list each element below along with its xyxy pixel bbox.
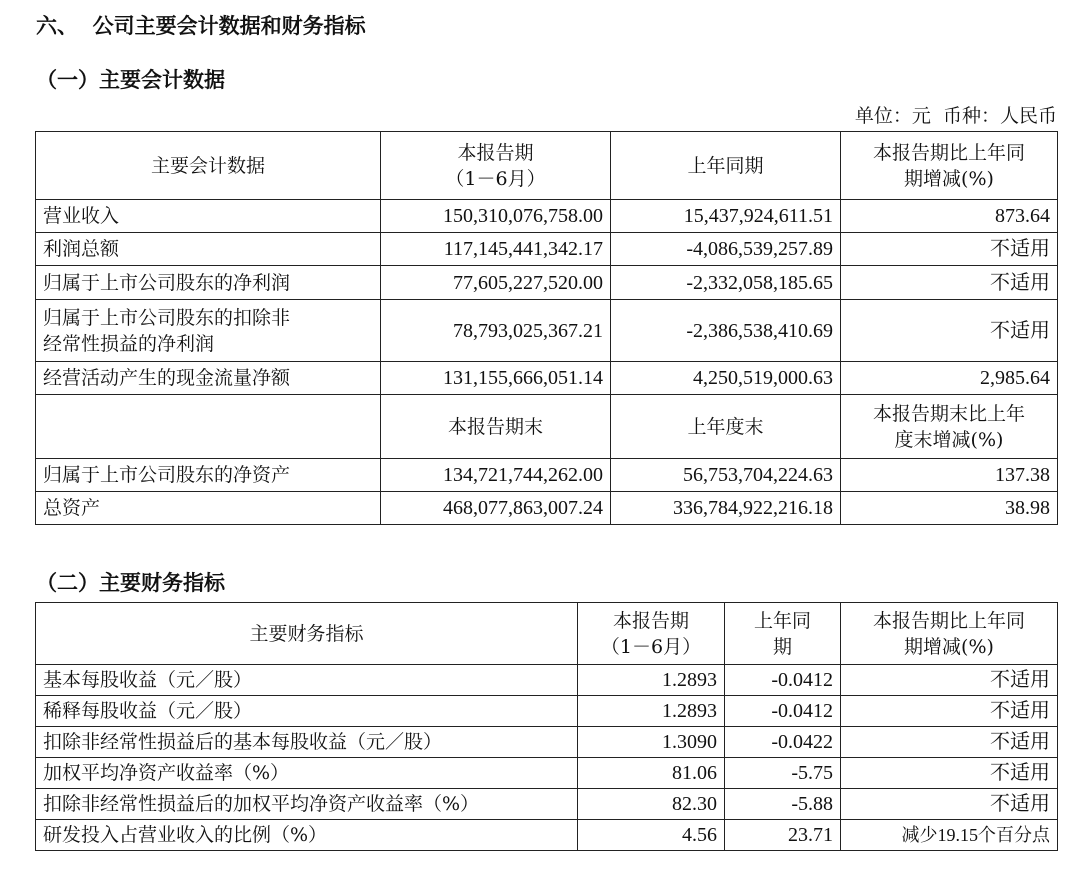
row-label: 稀释每股收益（元／股） <box>36 696 578 727</box>
row-label: 归属于上市公司股东的净利润 <box>36 266 381 300</box>
cell-last-year: 23.71 <box>725 820 841 851</box>
cell-last-year: -0.0412 <box>725 696 841 727</box>
col-header-indicator: 主要财务指标 <box>36 603 578 665</box>
cell-current: 117,145,441,342.17 <box>381 233 611 266</box>
cell-last-year: 15,437,924,611.51 <box>611 200 841 233</box>
cell-change: 不适用 <box>841 789 1058 820</box>
table-row <box>36 665 1058 696</box>
row-label: 基本每股收益（元／股） <box>36 665 578 696</box>
table-row <box>36 362 1058 395</box>
col-header-change: 本报告期比上年同 期增减(%) <box>841 132 1058 200</box>
cell-change: 2,985.64 <box>841 362 1058 395</box>
table-row <box>36 266 1058 300</box>
row-label: 归属于上市公司股东的净资产 <box>36 459 381 492</box>
row-label: 研发投入占营业收入的比例（%） <box>36 820 578 851</box>
cell-change: 不适用 <box>841 233 1058 266</box>
cell-current: 134,721,744,262.00 <box>381 459 611 492</box>
table-row <box>36 300 1058 362</box>
cell-last-year: -0.0422 <box>725 727 841 758</box>
cell-last-year: -2,386,538,410.69 <box>611 300 841 362</box>
table-row <box>36 200 1058 233</box>
table-row <box>36 758 1058 789</box>
cell-current: 4.56 <box>578 820 725 851</box>
cell-current: 468,077,863,007.24 <box>381 492 611 525</box>
cell-last-year: 56,753,704,224.63 <box>611 459 841 492</box>
cell-change: 不适用 <box>841 758 1058 789</box>
cell-change: 873.64 <box>841 200 1058 233</box>
table-header-row <box>36 132 1058 200</box>
cell-current: 78,793,025,367.21 <box>381 300 611 362</box>
cell-last-year: -5.75 <box>725 758 841 789</box>
col-header-current-period: 本报告期 （1－6月） <box>578 603 725 665</box>
col-header-blank <box>36 395 381 459</box>
table-row <box>36 696 1058 727</box>
table-header-row <box>36 603 1058 665</box>
col-header-change-end: 本报告期末比上年 度末增减(%) <box>841 395 1058 459</box>
col-header-current-period: 本报告期 （1－6月） <box>381 132 611 200</box>
col-header-last-year-end: 上年度末 <box>611 395 841 459</box>
cell-current: 1.2893 <box>578 696 725 727</box>
table-subheader-row <box>36 395 1058 459</box>
cell-current: 81.06 <box>578 758 725 789</box>
cell-change: 不适用 <box>841 696 1058 727</box>
cell-change: 不适用 <box>841 665 1058 696</box>
row-label: 总资产 <box>36 492 381 525</box>
cell-current: 1.2893 <box>578 665 725 696</box>
cell-last-year: -5.88 <box>725 789 841 820</box>
cell-last-year: -4,086,539,257.89 <box>611 233 841 266</box>
cell-change: 不适用 <box>841 727 1058 758</box>
unit-currency-line: 单位：元 币种：人民币 <box>854 105 1057 127</box>
row-label: 扣除非经常性损益后的基本每股收益（元／股） <box>36 727 578 758</box>
cell-last-year: -0.0412 <box>725 665 841 696</box>
row-label: 归属于上市公司股东的扣除非 经常性损益的净利润 <box>36 300 381 362</box>
cell-current: 150,310,076,758.00 <box>381 200 611 233</box>
col-header-change: 本报告期比上年同 期增减(%) <box>841 603 1058 665</box>
cell-last-year: 336,784,922,216.18 <box>611 492 841 525</box>
table-row <box>36 820 1058 851</box>
cell-change: 38.98 <box>841 492 1058 525</box>
table-row <box>36 233 1058 266</box>
section-heading: 六、 公司主要会计数据和财务指标 <box>36 14 366 38</box>
cell-change: 减少19.15个百分点 <box>841 820 1058 851</box>
row-label: 营业收入 <box>36 200 381 233</box>
cell-last-year: -2,332,058,185.65 <box>611 266 841 300</box>
cell-current: 82.30 <box>578 789 725 820</box>
cell-current: 1.3090 <box>578 727 725 758</box>
col-header-period-end: 本报告期末 <box>381 395 611 459</box>
row-label: 扣除非经常性损益后的加权平均净资产收益率（%） <box>36 789 578 820</box>
accounting-data-table <box>35 131 1058 525</box>
cell-change: 不适用 <box>841 300 1058 362</box>
cell-current: 77,605,227,520.00 <box>381 266 611 300</box>
cell-current: 131,155,666,051.14 <box>381 362 611 395</box>
sub-heading-financial-indicators: （二）主要财务指标 <box>36 571 225 595</box>
cell-change: 不适用 <box>841 266 1058 300</box>
table-row <box>36 789 1058 820</box>
table-row <box>36 492 1058 525</box>
table-row <box>36 459 1058 492</box>
col-header-last-year: 上年同期 <box>611 132 841 200</box>
row-label: 利润总额 <box>36 233 381 266</box>
col-header-item: 主要会计数据 <box>36 132 381 200</box>
cell-change: 137.38 <box>841 459 1058 492</box>
table-row <box>36 727 1058 758</box>
sub-heading-accounting-data: （一）主要会计数据 <box>36 68 225 92</box>
row-label: 加权平均净资产收益率（%） <box>36 758 578 789</box>
cell-last-year: 4,250,519,000.63 <box>611 362 841 395</box>
row-label: 经营活动产生的现金流量净额 <box>36 362 381 395</box>
financial-indicators-table <box>35 602 1058 851</box>
col-header-last-year: 上年同 期 <box>725 603 841 665</box>
